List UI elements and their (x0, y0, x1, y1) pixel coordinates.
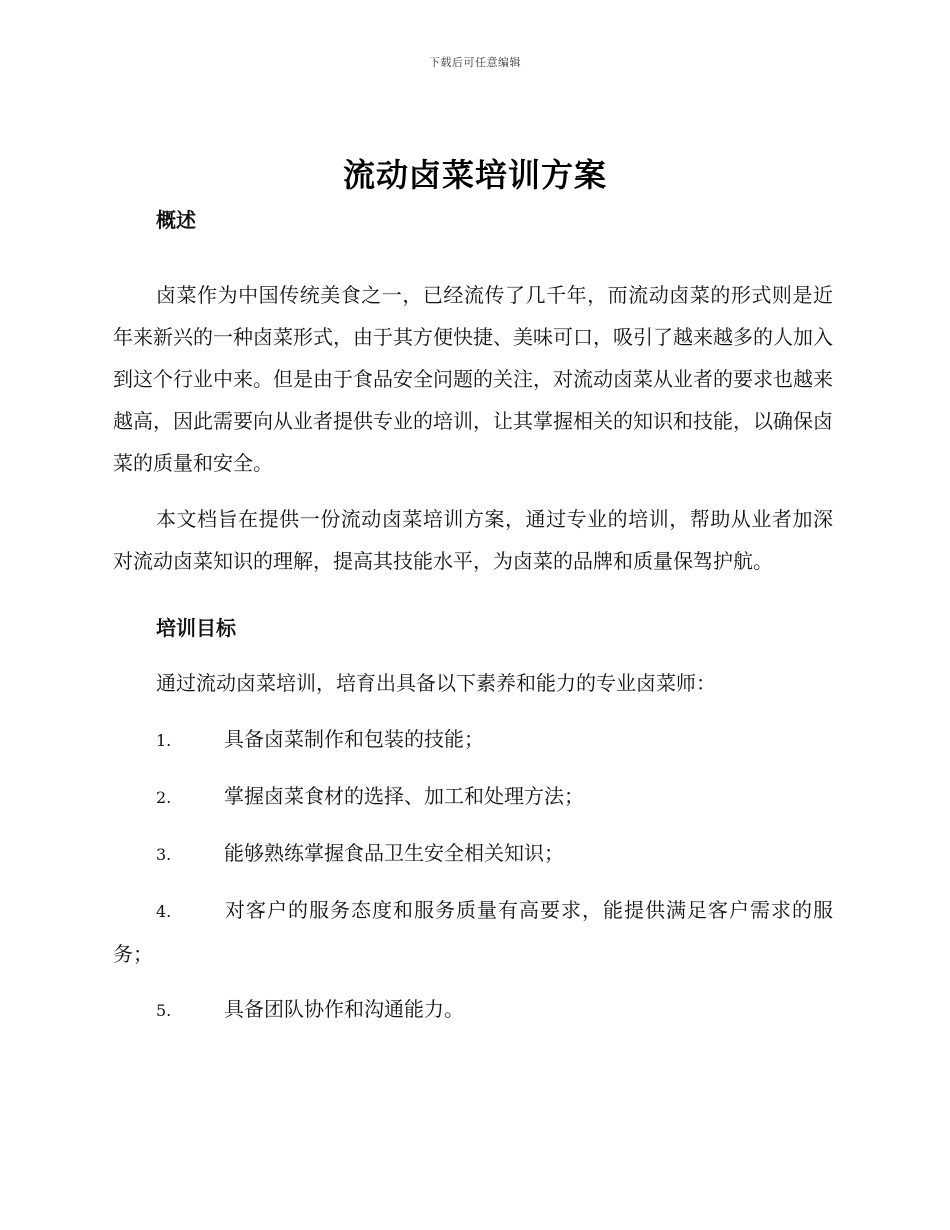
list-item (113, 832, 833, 876)
list-item-text: 具备团队协作和沟通能力。 (224, 997, 464, 1021)
list-item-text: 能够熟练掌握食品卫生安全相关知识； (224, 841, 564, 865)
list-item-number: 5. (156, 1001, 172, 1020)
list-item-text: 掌握卤菜食材的选择、加工和处理方法； (224, 784, 584, 808)
page-header: 下载后可任意编辑 (429, 56, 521, 69)
list-item-number: 1. (156, 731, 172, 750)
section-heading-goals: 培训目标 (156, 616, 236, 640)
list-item-number: 4. (156, 902, 172, 921)
list-item (113, 718, 833, 762)
goals-intro: 通过流动卤菜培训，培育出具备以下素养和能力的专业卤菜师： (156, 671, 716, 695)
list-item-number: 3. (156, 845, 172, 864)
list-item-number: 2. (156, 788, 172, 807)
document-body (113, 200, 833, 1032)
overview-paragraph-1: 卤菜作为中国传统美食之一，已经流传了几千年，而流动卤菜的形式则是近年来新兴的一种卤菜形式，由于其方便快捷、美味可口，吸引了越来越多的人加入到这个行业中来。但是由于食品安全问题的关注，对流动卤菜从业者的要求也越来越高，因此需要向从业者提供专业的培训，让其掌握相关的知识和技能，以确保卤菜的质量和安全。 (113, 283, 833, 475)
document-title: 流动卤菜培训方案 (342, 156, 607, 194)
list-item (113, 988, 833, 1032)
list-item-text: 具备卤菜制作和包装的技能； (224, 727, 484, 751)
overview-paragraph-2: 本文档旨在提供一份流动卤菜培训方案，通过专业的培训，帮助从业者加深对流动卤菜知识的理解，提高其技能水平，为卤菜的品牌和质量保驾护航。 (113, 507, 833, 573)
list-item (113, 775, 833, 819)
list-item (113, 889, 833, 975)
section-heading-overview: 概述 (156, 208, 196, 232)
list-item-text: 对客户的服务态度和服务质量有高要求，能提供满足客户需求的服务； (113, 898, 833, 966)
